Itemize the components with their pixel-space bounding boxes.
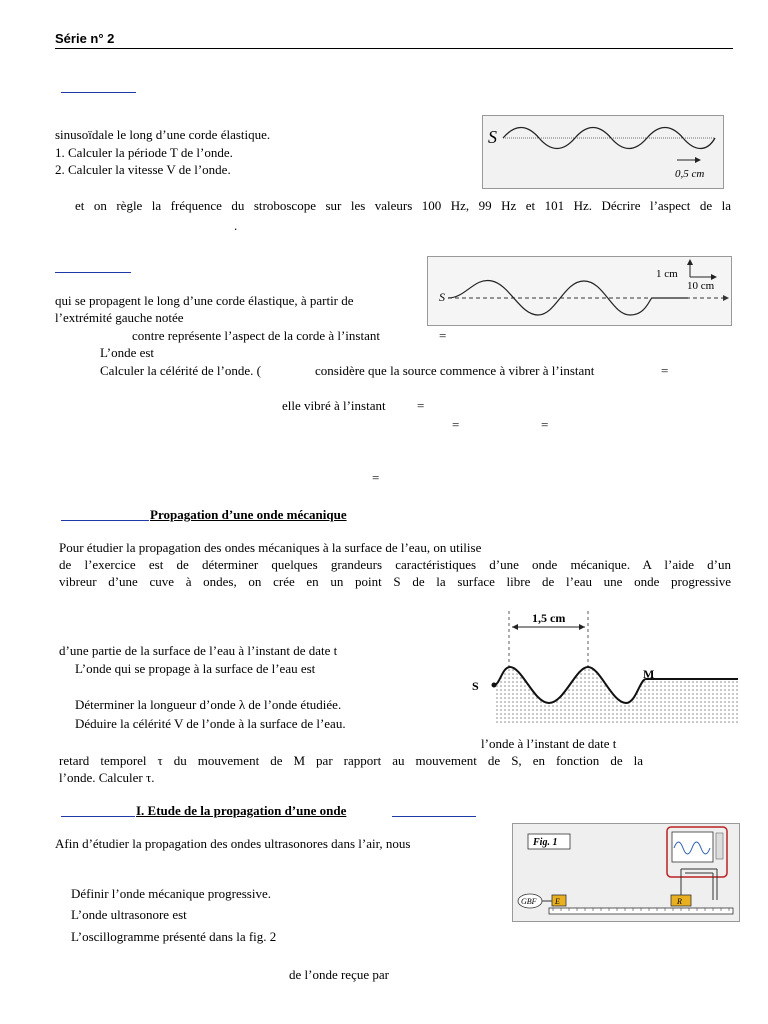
emitter-label: E [555,897,560,906]
ex3-line-10: l’onde. Calculer τ. [59,770,155,785]
ex4-line-4: L’oscillogramme présenté dans la fig. 2 [71,929,277,944]
ex3-line-4: d’une partie de la surface de l’eau à l’instant de date t [59,643,338,658]
figure-1-label-s: S [488,127,497,147]
ex4-line-1: Afin d’étudier la propagation des ondes ultrasonores dans l’air, nous [55,836,411,851]
figure-2-label-s: S [439,290,445,304]
ex2-equals-5: = [541,417,549,432]
series-title: Série n° 2 [55,31,115,46]
ex3-line-6: Déterminer la longueur d’onde λ de l’onde étudiée. [75,697,342,712]
receiver-label: R [677,897,682,906]
ex2-line-2: l’extrémité gauche notée [55,310,184,325]
ex2-line-3: contre représente l’aspect de la corde à l’instant [132,328,380,343]
figure-3-label-s: S [472,679,479,693]
ex3-line-9: retard temporel τ du mouvement de M par rapport au mouvement de S, en fonction de la [59,753,643,768]
ex3-line-8: l’onde à l’instant de date t [481,736,617,751]
ex2-line-5: Calculer la célérité de l’onde. ( [100,363,261,378]
ex2-equals-1: = [439,328,447,343]
ex1-line-4: et on règle la fréquence du stroboscope sur les valeurs 100 Hz, 99 Hz et 101 Hz. Décrire l’aspect de la [75,198,731,213]
figure-4-ultrasound-setup [512,823,740,922]
figure-1-string-wave [482,115,724,189]
ex2-equals-4: = [452,417,460,432]
ex2-equals-6: = [372,470,380,485]
ex4-line-2: Définir l’onde mécanique progressive. [71,886,271,901]
exercise-2-heading-underline [55,272,131,273]
exercise-3-heading: Propagation d’une onde mécanique [150,507,347,522]
figure-2-rope-wave [427,256,732,326]
figure-4-label: Fig. 1 [533,837,558,848]
exercise-4-heading-underline [61,816,135,817]
ex4-line-5: de l’onde reçue par [289,967,389,982]
ex2-line-4: L’onde est [100,345,155,360]
ex1-line-2: 1. Calculer la période T de l’onde. [55,145,233,160]
exercise-1-heading-underline [61,92,136,93]
ex3-line-3: vibreur d’une cuve à ondes, on crée en un point S de la surface libre de l’eau une onde progressive [59,574,731,589]
exercise-4-heading-underline-right [392,816,476,817]
figure-3-dimension-label: 1,5 cm [532,611,566,625]
ex2-equals-2: = [661,363,669,378]
ex2-equals-3: = [417,398,425,413]
exercise-3-heading-underline [61,520,149,521]
ex4-line-3: L’onde ultrasonore est [71,907,187,922]
figure-3-water-surface [468,605,740,730]
figure-2-scale-y: 1 cm [656,268,678,280]
ex2-line-7: elle vibré à l’instant [282,398,386,413]
ex1-line-5: . [234,218,238,233]
figure-2-scale-x: 10 cm [687,280,715,292]
ex2-line-1: qui se propagent le long d’une corde élastique, à partir de [55,293,354,308]
ex3-line-7: Déduire la célérité V de l’onde à la surface de l’eau. [75,716,346,731]
ex1-line-1: sinusoïdale le long d’une corde élastique. [55,127,271,142]
gbf-label: GBF [521,897,537,906]
figure-3-label-m: M [643,667,655,681]
exercise-4-heading: I. Etude de la propagation d’une onde [136,803,347,818]
header-divider [55,48,733,49]
ex1-line-3: 2. Calculer la vitesse V de l’onde. [55,162,231,177]
ex2-line-6: considère que la source commence à vibrer à l’instant [315,363,595,378]
figure-1-scale-label: 0,5 cm [675,168,705,180]
ex3-line-1: Pour étudier la propagation des ondes mécaniques à la surface de l’eau, on utilise [59,540,482,555]
ex3-line-2: de l’exercice est de déterminer quelques grandeurs caractéristiques d’une onde mécanique. A l’aide d’un [59,557,731,572]
ex3-line-5: L’onde qui se propage à la surface de l’eau est [75,661,316,676]
